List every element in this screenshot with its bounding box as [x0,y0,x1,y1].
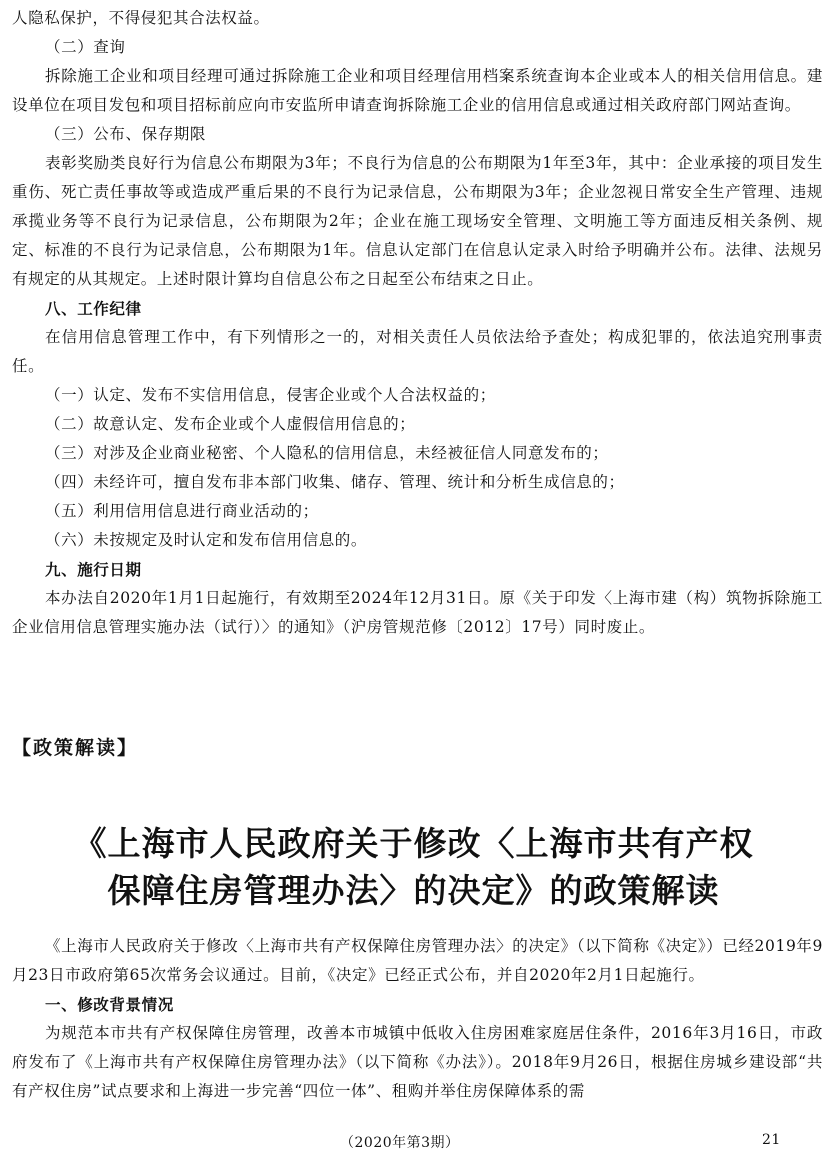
section-heading: 一、修改背景情况 [45,995,174,1014]
bottom-section-body [12,932,823,1106]
paragraph: 表彰奖励类良好行为信息公布期限为3年；不良行为信息的公布期限为1年至3年，其中：企业承接的项目发生重伤、死亡责任事故等或造成严重后果的不良行为记录信息，公布期限为3年；企业忽视日常安全生产管理、违规承揽业务等不良行为记录信息，公布期限为2年；企业在施工现场安全管理、文明施工等方面违反相关条例、规定、标准的不良行为记录信息，公布期限为1年。信息认定部门在信息认定录入时给予明确并公布。法律、法规另有规定的从其规定。上述时限计算均自信息公布之日起至公布结束之日止。 [12,154,823,288]
footer-issue: （2020年第3期） [340,1135,460,1151]
paragraph: 拆除施工企业和项目经理可通过拆除施工企业和项目经理信用档案系统查询本企业或本人的相关信用信息。建设单位在项目发包和项目招标前应向市安监所申请查询拆除施工企业的信用信息或通过相关政府部门网站查询。 [12,67,823,114]
article-title-line-2: 保障住房管理办法〉的决定》的政策解读 [107,871,720,910]
section-heading: 八、工作纪律 [45,299,142,318]
paragraph: 《上海市人民政府关于修改〈上海市共有产权保障住房管理办法〉的决定》（以下简称《决定》）已经2019年9月23日市政府第65次常务会议通过。目前，《决定》已经正式公布，并自2020年2月1日起施行。 [12,937,823,984]
paragraph: 本办法自2020年1月1日起施行，有效期至2024年12月31日。原《关于印发〈上海市建（构）筑物拆除施工企业信用信息管理实施办法（试行）〉的通知》（沪房管规范修〔2012〕17号）同时废止。 [12,589,823,636]
paragraph: （二）查询 [45,38,126,56]
paragraph: （三）对涉及企业商业秘密、个人隐私的信用信息，未经被征信人同意发布的； [45,444,609,462]
paragraph: （二）故意认定、发布企业或个人虚假信用信息的； [45,415,416,433]
section-heading: 九、施行日期 [45,560,142,579]
paragraph: 在信用信息管理工作中，有下列情形之一的，对相关责任人员依法给予查处；构成犯罪的，依法追究刑事责任。 [12,328,823,375]
top-section-body [12,4,823,642]
paragraph: 人隐私保护，不得侵犯其合法权益。 [12,9,270,27]
paragraph: （三）公布、保存期限 [45,125,207,143]
paragraph: （六）未按规定及时认定和发布信用信息的。 [45,531,368,549]
section-tag: 【政策解读】 [12,737,139,759]
paragraph: （五）利用信用信息进行商业活动的； [45,502,319,520]
paragraph: 为规范本市共有产权保障住房管理，改善本市城镇中低收入住房困难家庭居住条件，2016年3月16日，市政府发布了《上海市共有产权保障住房管理办法》（以下简称《办法》）。2018年9月26日，根据住房城乡建设部“共有产权住房”试点要求和上海进一步完善“四位一体”、租购并举住房保障体系的需 [12,1024,823,1100]
footer-page-number: 21 [762,1132,781,1148]
paragraph: （四）未经许可，擅自发布非本部门收集、储存、管理、统计和分析生成信息的； [45,473,625,491]
paragraph: （一）认定、发布不实信用信息，侵害企业或个人合法权益的； [45,386,496,404]
article-title-line-1: 《上海市人民政府关于修改〈上海市共有产权 [73,824,754,863]
